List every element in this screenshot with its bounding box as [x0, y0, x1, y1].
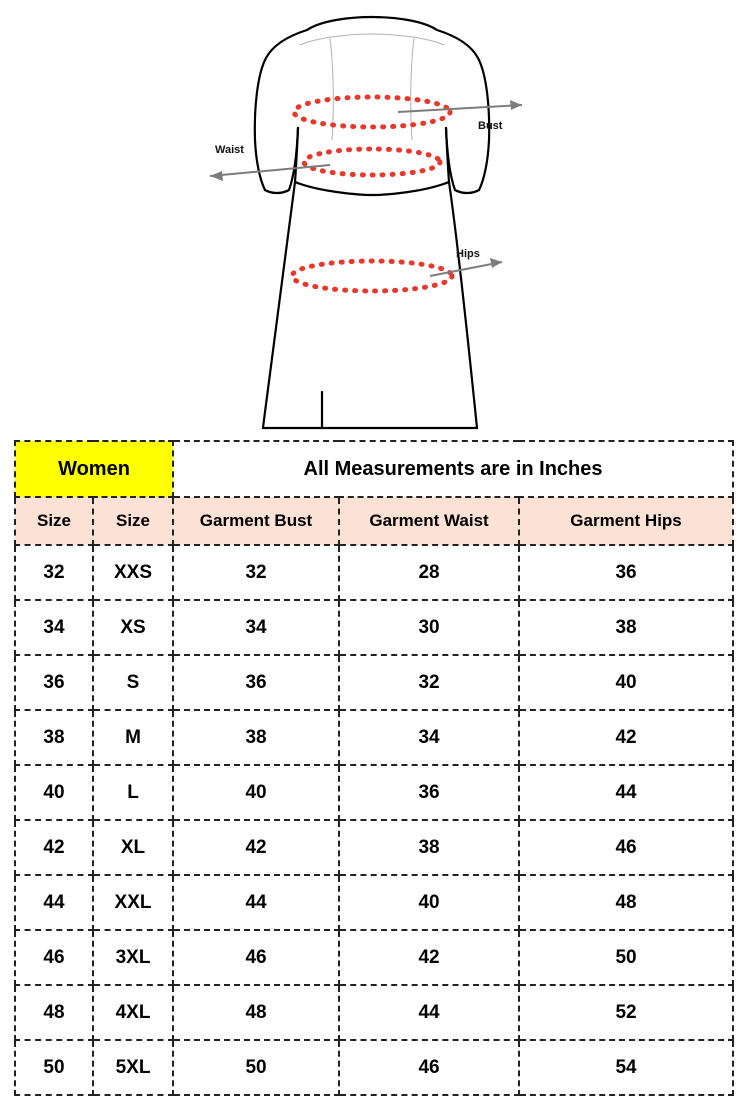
- cell-size-numeric: 48: [15, 985, 93, 1040]
- cell-bust: 42: [173, 820, 339, 875]
- cell-waist: 28: [339, 545, 519, 600]
- cell-waist: 34: [339, 710, 519, 765]
- cell-hips: 50: [519, 930, 733, 985]
- cell-size-alpha: 4XL: [93, 985, 173, 1040]
- cell-size-alpha: XXL: [93, 875, 173, 930]
- cell-size-numeric: 42: [15, 820, 93, 875]
- waist-arrow: [210, 165, 330, 181]
- bust-measure-ellipse: [294, 97, 450, 127]
- cell-bust: 48: [173, 985, 339, 1040]
- cell-size-numeric: 34: [15, 600, 93, 655]
- cell-size-alpha: S: [93, 655, 173, 710]
- cell-size-alpha: L: [93, 765, 173, 820]
- cell-size-alpha: XL: [93, 820, 173, 875]
- table-row: [15, 545, 733, 600]
- header-garment-hips: Garment Hips: [519, 497, 733, 545]
- cell-size-numeric: 46: [15, 930, 93, 985]
- size-chart-table-wrap: [14, 440, 732, 1096]
- cell-hips: 40: [519, 655, 733, 710]
- cell-hips: 42: [519, 710, 733, 765]
- waist-label: Waist: [215, 144, 244, 156]
- cell-hips: 38: [519, 600, 733, 655]
- cell-size-numeric: 36: [15, 655, 93, 710]
- dress-measurement-illustration: [0, 0, 746, 440]
- header-size-numeric: Size: [15, 497, 93, 545]
- waist-measure-ellipse: [304, 149, 440, 175]
- cell-waist: 30: [339, 600, 519, 655]
- table-row: [15, 765, 733, 820]
- table-row: [15, 820, 733, 875]
- hips-measure-ellipse: [292, 261, 452, 291]
- table-row: [15, 1040, 733, 1095]
- table-row: [15, 875, 733, 930]
- cell-waist: 38: [339, 820, 519, 875]
- cell-size-numeric: 32: [15, 545, 93, 600]
- table-row: [15, 930, 733, 985]
- header-garment-waist: Garment Waist: [339, 497, 519, 545]
- cell-hips: 52: [519, 985, 733, 1040]
- cell-size-alpha: XS: [93, 600, 173, 655]
- bust-label: Bust: [478, 120, 503, 132]
- cell-bust: 46: [173, 930, 339, 985]
- dress-outline: [255, 17, 489, 428]
- cell-size-numeric: 44: [15, 875, 93, 930]
- cell-waist: 46: [339, 1040, 519, 1095]
- title-women-cell: Women: [15, 441, 173, 497]
- cell-size-numeric: 38: [15, 710, 93, 765]
- cell-waist: 42: [339, 930, 519, 985]
- cell-size-alpha: M: [93, 710, 173, 765]
- table-row: [15, 655, 733, 710]
- header-garment-bust: Garment Bust: [173, 497, 339, 545]
- table-row: [15, 600, 733, 655]
- table-row: [15, 710, 733, 765]
- cell-hips: 36: [519, 545, 733, 600]
- dress-figure-svg: [0, 0, 746, 440]
- cell-size-alpha: XXS: [93, 545, 173, 600]
- cell-bust: 34: [173, 600, 339, 655]
- cell-bust: 50: [173, 1040, 339, 1095]
- cell-size-numeric: 40: [15, 765, 93, 820]
- cell-bust: 38: [173, 710, 339, 765]
- table-header-row: [15, 497, 733, 545]
- cell-size-numeric: 50: [15, 1040, 93, 1095]
- title-measurements-cell: All Measurements are in Inches: [173, 441, 733, 497]
- cell-hips: 46: [519, 820, 733, 875]
- cell-waist: 40: [339, 875, 519, 930]
- cell-bust: 36: [173, 655, 339, 710]
- cell-hips: 48: [519, 875, 733, 930]
- cell-bust: 40: [173, 765, 339, 820]
- cell-waist: 44: [339, 985, 519, 1040]
- table-title-row: [15, 441, 733, 497]
- cell-hips: 54: [519, 1040, 733, 1095]
- hips-label: Hips: [456, 248, 480, 260]
- size-chart-table: [14, 440, 734, 1096]
- header-size-alpha: Size: [93, 497, 173, 545]
- cell-size-alpha: 5XL: [93, 1040, 173, 1095]
- table-row: [15, 985, 733, 1040]
- cell-size-alpha: 3XL: [93, 930, 173, 985]
- cell-waist: 32: [339, 655, 519, 710]
- cell-hips: 44: [519, 765, 733, 820]
- cell-bust: 32: [173, 545, 339, 600]
- cell-bust: 44: [173, 875, 339, 930]
- cell-waist: 36: [339, 765, 519, 820]
